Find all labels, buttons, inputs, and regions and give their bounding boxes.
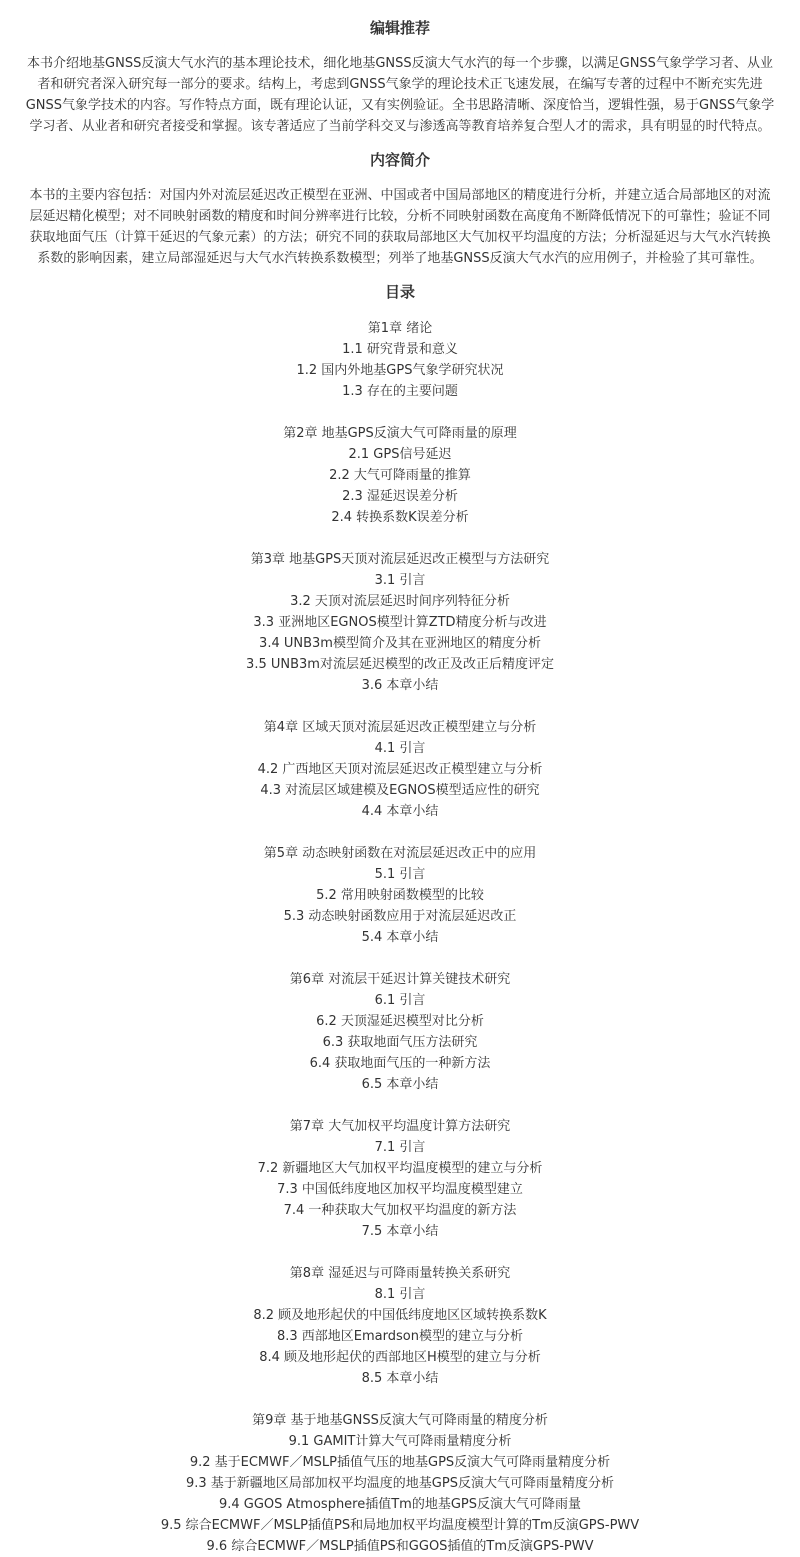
toc-section-item: 9.2 基于ECMWF／MSLP插值气压的地基GPS反演大气可降雨量精度分析	[189, 1455, 611, 1470]
toc-chapter	[0, 549, 800, 696]
toc-section-item: 3.3 亚洲地区EGNOS模型计算ZTD精度分析与改进	[253, 615, 547, 630]
toc-section-item: 7.2 新疆地区大气加权平均温度模型的建立与分析	[257, 1161, 543, 1176]
paragraph-line: 本书介绍地基GNSS反演大气水汽的基本理论技术，细化地基GNSS反演大气水汽的每一个步骤，以满足GNSS气象学学习者、从业	[27, 56, 773, 71]
toc-chapter	[0, 423, 800, 528]
toc-chapter-heading: 第1章 绪论	[367, 321, 433, 336]
toc-section-item: 1.1 研究背景和意义	[342, 342, 458, 357]
toc-section-item: 8.2 顾及地形起伏的中国低纬度地区区域转换系数K	[253, 1308, 547, 1323]
content-summary-text	[0, 185, 800, 269]
toc-section-item: 6.2 天顶湿延迟模型对比分析	[316, 1014, 484, 1029]
toc-chapter-heading: 第4章 区域天顶对流层延迟改正模型建立与分析	[263, 720, 537, 735]
toc-chapter-heading: 第5章 动态映射函数在对流层延迟改正中的应用	[263, 846, 537, 861]
toc-chapter	[0, 1410, 800, 1557]
toc-section-item: 7.5 本章小结	[361, 1224, 439, 1239]
editor-recommendation-text	[0, 53, 800, 137]
toc-chapter	[0, 1263, 800, 1389]
toc-section-item: 4.1 引言	[374, 741, 426, 756]
toc-chapter	[0, 1116, 800, 1242]
toc-section-item: 4.2 广西地区天顶对流层延迟改正模型建立与分析	[257, 762, 543, 777]
toc-section-item: 3.1 引言	[374, 573, 426, 588]
toc-section-item: 9.6 综合ECMWF／MSLP插值PS和GGOS插值的Tm反演GPS-PWV	[206, 1539, 594, 1554]
toc-section-item: 7.1 引言	[374, 1140, 426, 1155]
editor-recommendation-title: 编辑推荐	[369, 19, 430, 37]
toc-chapter	[0, 318, 800, 402]
paragraph-line: 系数的影响因素，建立局部湿延迟与大气水汽转换系数模型；列举了地基GNSS反演大气水汽的应用例子，并检验了其可靠性。	[37, 251, 763, 266]
toc-section-item: 3.6 本章小结	[361, 678, 439, 693]
toc-chapter-heading: 第7章 大气加权平均温度计算方法研究	[289, 1119, 511, 1134]
toc-section-item: 9.3 基于新疆地区局部加权平均温度的地基GPS反演大气可降雨量精度分析	[186, 1476, 614, 1491]
toc-section-item: 6.5 本章小结	[361, 1077, 439, 1092]
toc-section-item: 6.4 获取地面气压的一种新方法	[309, 1056, 491, 1071]
toc-section-item: 1.3 存在的主要问题	[342, 384, 458, 399]
content-summary-title: 内容简介	[369, 151, 430, 169]
toc-section-item: 3.5 UNB3m对流层延迟模型的改正及改正后精度评定	[246, 657, 554, 672]
toc-section-item: 8.3 西部地区Emardson模型的建立与分析	[277, 1329, 523, 1344]
paragraph-line: 本书的主要内容包括：对国内外对流层延迟改正模型在亚洲、中国或者中国局部地区的精度进行分析，并建立适合局部地区的对流	[29, 188, 771, 203]
toc-chapter-heading: 第6章 对流层干延迟计算关键技术研究	[289, 972, 511, 987]
table-of-contents	[0, 318, 800, 1557]
toc-section-item: 2.3 湿延迟误差分析	[342, 489, 458, 504]
toc-chapter	[0, 717, 800, 822]
toc-chapter	[0, 843, 800, 948]
toc-section-item: 5.4 本章小结	[361, 930, 439, 945]
toc-section-item: 5.1 引言	[374, 867, 426, 882]
toc-chapter	[0, 969, 800, 1095]
toc-section-item: 7.3 中国低纬度地区加权平均温度模型建立	[277, 1182, 523, 1197]
toc-chapter-heading: 第2章 地基GPS反演大气可降雨量的原理	[283, 426, 517, 441]
toc-chapter-heading: 第9章 基于地基GNSS反演大气可降雨量的精度分析	[252, 1413, 548, 1428]
toc-section-item: 5.2 常用映射函数模型的比较	[316, 888, 484, 903]
toc-section-item: 2.1 GPS信号延迟	[348, 447, 452, 462]
toc-section-item: 8.4 顾及地形起伏的西部地区H模型的建立与分析	[259, 1350, 541, 1365]
paragraph-line: 学习者、从业者和研究者接受和掌握。该专著适应了当前学科交叉与渗透高等教育培养复合型人才的需求，具有明显的时代特点。	[29, 119, 771, 134]
toc-section-item: 7.4 一种获取大气加权平均温度的新方法	[283, 1203, 517, 1218]
toc-chapter-heading: 第3章 地基GPS天顶对流层延迟改正模型与方法研究	[250, 552, 550, 567]
toc-section-item: 1.2 国内外地基GPS气象学研究状况	[296, 363, 504, 378]
toc-chapter-heading: 第8章 湿延迟与可降雨量转换关系研究	[289, 1266, 511, 1281]
toc-section-item: 9.1 GAMIT计算大气可降雨量精度分析	[288, 1434, 512, 1449]
paragraph-line: 者和研究者深入研究每一部分的要求。结构上，考虑到GNSS气象学的理论技术正飞速发展，在编写专著的过程中不断充实先进	[37, 77, 763, 92]
toc-section-item: 2.4 转换系数K误差分析	[331, 510, 469, 525]
toc-section-item: 6.3 获取地面气压方法研究	[322, 1035, 478, 1050]
toc-section-item: 8.1 引言	[374, 1287, 426, 1302]
toc-section-item: 4.3 对流层区域建模及EGNOS模型适应性的研究	[260, 783, 540, 798]
toc-section-item: 5.3 动态映射函数应用于对流层延迟改正	[283, 909, 517, 924]
table-of-contents-title: 目录	[384, 283, 415, 301]
paragraph-line: 层延迟精化模型；对不同映射函数的精度和时间分辨率进行比较，分析不同映射函数在高度角不断降低情况下的可靠性；验证不同	[29, 209, 771, 224]
toc-section-item: 3.4 UNB3m模型简介及其在亚洲地区的精度分析	[259, 636, 541, 651]
paragraph-line: 获取地面气压（计算干延迟的气象元素）的方法；研究不同的获取局部地区大气加权平均温度的方法；分析湿延迟与大气水汽转换	[29, 230, 771, 245]
toc-section-item: 8.5 本章小结	[361, 1371, 439, 1386]
toc-section-item: 9.4 GGOS Atmosphere插值Tm的地基GPS反演大气可降雨量	[218, 1497, 582, 1512]
toc-section-item: 9.5 综合ECMWF／MSLP插值PS和局地加权平均温度模型计算的Tm反演GPS-PWV	[160, 1518, 640, 1533]
toc-section-item: 6.1 引言	[374, 993, 426, 1008]
paragraph-line: GNSS气象学技术的内容。写作特点方面，既有理论认证，又有实例验证。全书思路清晰、深度恰当，逻辑性强，易于GNSS气象学	[25, 98, 775, 113]
toc-section-item: 4.4 本章小结	[361, 804, 439, 819]
toc-section-item: 3.2 天顶对流层延迟时间序列特征分析	[290, 594, 510, 609]
toc-section-item: 2.2 大气可降雨量的推算	[329, 468, 471, 483]
